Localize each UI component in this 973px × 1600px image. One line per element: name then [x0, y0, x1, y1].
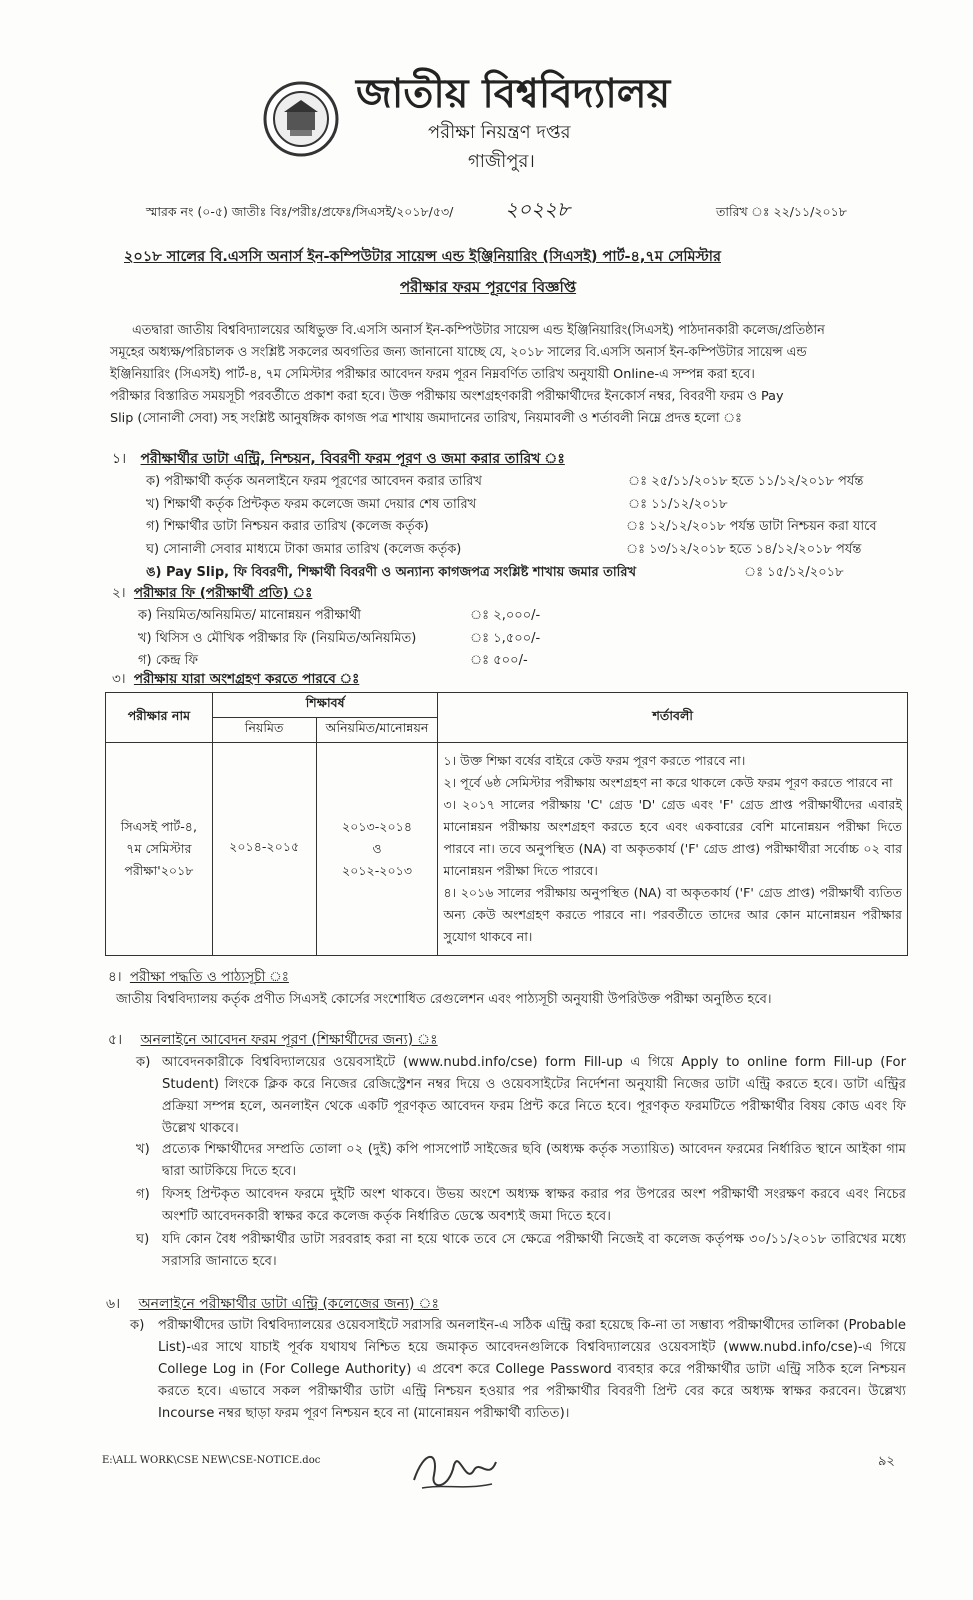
header-regular: নিয়মিত	[212, 718, 316, 743]
condition-item: ৪। ২০১৬ সালের পরীক্ষায় অনুপস্থিত (NA) বা অকৃতকার্য ('F' গ্রেড প্রাপ্ত) পরীক্ষার্থী ব্যতিত অন্য কেউ অংশগ্রহণ করতে পারবে না। পরবর্তীতে তাদের আর কোন মানোন্নয়ন পরীক্ষার সুযোগ থাকবে না।	[443, 885, 902, 944]
item-mark: ক)	[136, 1055, 151, 1070]
eligibility-table	[105, 692, 908, 956]
office-city: গাজীপুর।	[468, 151, 535, 172]
item-value: ঃ ৫০০/-	[470, 653, 528, 668]
section-6-heading	[106, 1292, 439, 1316]
list-item	[146, 472, 482, 493]
list-item: খ) শিক্ষার্থী কর্তৃক প্রিন্টকৃত ফরম কলেজে জমা দেয়ার শেষ তারিখ	[146, 497, 477, 512]
notice-title-line2: পরীক্ষার ফরম পূরণের বিজ্ঞপ্তি	[400, 278, 577, 296]
signature	[404, 1440, 504, 1500]
intro-paragraph	[110, 320, 910, 430]
date-label: তারিখ ঃ ২২/১১/২০১৮	[716, 204, 847, 219]
cell-exam-name	[106, 743, 213, 956]
section-3-heading	[112, 668, 359, 691]
section-5-heading	[108, 1028, 438, 1052]
file-path: E:\ALL WORK\CSE NEW\CSE-NOTICE.doc	[102, 1455, 321, 1466]
item-mark: গ)	[136, 1187, 150, 1202]
item-value: ঃ ১১/১২/২০১৮	[628, 497, 728, 512]
office-name: পরীক্ষা নিয়ন্ত্রণ দপ্তর	[428, 122, 571, 143]
list-item	[136, 1052, 906, 1140]
header-exam-name: পরীক্ষার নাম	[106, 693, 213, 743]
section-title: অনলাইনে পরীক্ষার্থীর ডাটা এন্ট্রি (কলেজের জন্য) ঃ	[138, 1296, 439, 1312]
section-title: পরীক্ষার ফি (পরীক্ষার্থী প্রতি) ঃ	[133, 585, 313, 601]
header-conditions: শর্তাবলী	[438, 693, 908, 743]
section-1-heading	[112, 447, 565, 471]
item-value: ঃ ২,০০০/-	[470, 608, 541, 623]
section-title: অনলাইনে আবেদন ফরম পূরণ (শিক্ষার্থীদের জন্য) ঃ	[140, 1032, 438, 1048]
item-text: প্রত্যেক শিক্ষার্থীদের সম্প্রতি তোলা ০২ (দুই) কপি পাসপোর্ট সাইজের ছবি (অধ্যক্ষ কর্তৃক সত্যায়িত) আবেদন ফরমের নির্ধারিত স্থানে আইকা গাম দ্বারা আটকিয়ে দিতে হবে।	[162, 1142, 906, 1179]
exam-line: ৭ম সেমিস্টার	[126, 841, 192, 856]
item-value: ঃ ১,৫০০/-	[470, 631, 541, 646]
section-number: ১।	[112, 451, 127, 467]
memo-number: ২০২২৮	[505, 197, 570, 221]
table-row	[106, 743, 908, 956]
section-number: ৫।	[108, 1032, 123, 1048]
item-mark: ঘ)	[136, 1232, 150, 1247]
list-item: ঘ) সোনালী সেবার মাধ্যমে টাকা জমার তারিখ (কলেজ কর্তৃক)	[146, 542, 462, 557]
section-number: ৬।	[106, 1296, 121, 1312]
notice-title-line1: ২০১৮ সালের বি.এসসি অনার্স ইন-কম্পিউটার সায়েন্স এন্ড ইঞ্জিনিয়ারিং (সিএসই) পার্ট-৪,৭ম সেমিস্টার	[124, 249, 721, 265]
table-header-row	[106, 693, 908, 718]
header-irregular: অনিয়মিত/মানোন্নয়ন	[316, 718, 438, 743]
section-title: পরীক্ষার্থীর ডাটা এন্ট্রি, নিশ্চয়ন, বিবরণী ফরম পূরণ ও জমা করার তারিখ ঃ	[140, 451, 565, 467]
intro-line: ইঞ্জিনিয়ারিং (সিএসই) পার্ট-৪, ৭ম সেমিস্টার পরীক্ষার আবেদন ফরম পূরন নিম্নবর্ণিত তারিখ অনুযায়ী Online-এ সম্পন্ন করা হবে।	[110, 367, 755, 382]
list-item: ক) নিয়মিত/অনিয়মিত/ মানোন্নয়ন পরীক্ষার্থী	[138, 608, 361, 623]
section-4-heading	[108, 966, 289, 989]
exam-line: সিএসই পার্ট-৪,	[120, 819, 197, 834]
condition-item: ২। পূর্বে ৬ষ্ঠ সেমিস্টার পরীক্ষায় অংশগ্রহণ না করে থাকলে কেউ ফরম পূরণ করতে পারবে না	[443, 775, 893, 790]
condition-item: ১। উক্ত শিক্ষা বর্ষের বাইরে কেউ ফরম পূরণ করতে পারবে না।	[443, 753, 746, 768]
item-mark: খ)	[136, 1142, 150, 1157]
item-value: ঃ ১৫/১২/২০১৮	[744, 565, 844, 580]
list-item: গ) শিক্ষার্থীর ডাটা নিশ্চয়ন করার তারিখ (কলেজ কর্তৃক)	[146, 519, 429, 534]
list-item	[136, 1184, 906, 1228]
condition-item: ৩। ২০১৭ সালের পরীক্ষায় 'C' গ্রেড 'D' গ্রেড এবং 'F' গ্রেড প্রাপ্ত পরীক্ষার্থীদের এবারই মানোন্নয়ন পরীক্ষায় অংশগ্রহণ করতে হবে এবং একবারের বেশি মানোন্নয়ন পরীক্ষা দিতে পারবে না। তবে অনুপস্থিত (NA) বা অকৃতকার্য ('F' গ্রেড প্রাপ্ত) পরীক্ষার্থীরা সর্বোচ্চ ০২ বার মানোন্নয়ন পরীক্ষা দিতে পারবে।	[443, 797, 902, 878]
exam-line: পরীক্ষা'২০১৮	[124, 863, 194, 878]
item-value: ঃ ২৫/১১/২০১৮ হতে ১১/১২/২০১৮ পর্যন্ত	[628, 474, 864, 489]
session-value: ২০১২-২০১৩	[342, 863, 413, 878]
section-4-body: জাতীয় বিশ্ববিদ্যালয় কর্তৃক প্রণীত সিএসই কোর্সের সংশোধিত রেগুলেশন এবং পাঠ্যসূচী অনুযায়ী উপরিউক্ত পরীক্ষা অনুষ্ঠিত হবে।	[116, 992, 772, 1007]
item-text: যদি কোন বৈধ পরীক্ষার্থীর ডাটা সরবরাহ করা না হয়ে থাকে তবে সে ক্ষেত্রে পরীক্ষার্থী নিজেই বা কলেজ কর্তৃপক্ষ ৩০/১১/২০১৮ তারিখের মধ্যে সরাসরি জানাতে হবে।	[162, 1232, 906, 1269]
university-name: জাতীয় বিশ্ববিদ্যালয়	[356, 70, 671, 117]
cell-regular-session: ২০১৪-২০১৫	[212, 743, 316, 956]
intro-line: সমূহের অধ্যক্ষ/পরিচালক ও সংশ্লিষ্ট সকলের অবগতির জন্য জানানো যাচ্ছে যে, ২০১৮ সালের বি.এসসি অনার্স ইন-কম্পিউটার সায়েন্স এন্ড	[110, 345, 807, 360]
university-logo	[262, 80, 340, 158]
session-value: ২০১৩-২০১৪	[342, 819, 413, 834]
list-item: খ) থিসিস ও মৌখিক পরীক্ষার ফি (নিয়মিত/অনিয়মিত)	[138, 631, 417, 646]
list-item	[136, 1229, 906, 1273]
section-number: ৪।	[108, 969, 122, 985]
session-and: ও	[372, 841, 382, 856]
item-text: পরীক্ষার্থীদের ডাটা বিশ্ববিদ্যালয়ের ওয়েবসাইটে সরাসরি অনলাইন-এ সঠিক এন্ট্রি করা হয়েছে কি-না তা সম্ভাব্য পরীক্ষার্থীদের তালিকা (Probable List)-এর সাথে যাচাই পূর্বক যথাযথ নিশ্চিত হয়ে জমাকৃত আবেদনগুলিকে বিশ্ববিদ্যালয়ের ওয়েবসাইট (www.nubd.info/cse)-এ গিয়ে College Log in (For College Authority) এ প্রবেশ করে College Password ব্যবহার করে পরীক্ষার্থীর ডাটা এন্ট্রি সঠিক হলে নিশ্চয়ন করতে হবে। এভাবে সকল পরীক্ষার্থীর ডাটা এন্ট্রি নিশ্চয়ন হওয়ার পর পরীক্ষার্থীর বিবরণী প্রিন্ট বের করে অধ্যক্ষ স্বাক্ষর করবেন। উল্লেখ্য Incourse নম্বর ছাড়া ফরম পূরণ নিশ্চয়ন হবে না (মানোন্নয়ন পরীক্ষার্থী ব্যতিত)।	[158, 1318, 906, 1421]
section-2-heading	[112, 582, 312, 605]
section-title: পরীক্ষা পদ্ধতি ও পাঠ্যসূচী ঃ	[129, 969, 289, 985]
intro-line: Slip (সোনালী সেবা) সহ সংশ্লিষ্ট আনুষঙ্গিক কাগজ পত্র শাখায় জমাদানের তারিখ, নিয়মাবলী ও শর্তাবলী নিম্নে প্রদত্ত হলো ঃ	[110, 411, 742, 426]
item-text: আবেদনকারীকে বিশ্ববিদ্যালয়ের ওয়েবসাইটে (www.nubd.info/cse) form Fill-up এ গিয়ে Apply to online form Fill-up (For Student) লিংকে ক্লিক করে নিজের রেজিস্ট্রেশন নম্বর দিয়ে ও ওয়েবসাইটের নির্দেশনা অনুযায়ী নিজের ডাটা এন্ট্রি করতে হবে। ডাটা এন্ট্রির প্রক্রিয়া সম্পন্ন হলে, অনলাইন থেকে একটি পূরণকৃত আবেদন ফরম প্রিন্ট করে নিতে হবে। পূরণকৃত ফরমটিতে পরীক্ষার্থীর বিষয় কোড এবং ফি উল্লেখ থাকবে।	[162, 1055, 906, 1136]
header-session: শিক্ষাবর্ষ	[212, 693, 438, 718]
intro-line: পরীক্ষার বিস্তারিত সময়সূচী পরবর্তীতে প্রকাশ করা হবে। উক্ত পরীক্ষায় অংশগ্রহণকারী পরীক্ষার্থীদের ইনকোর্স নম্বর, বিবরণী ফরম ও Pay	[110, 389, 784, 404]
section-number: ২।	[112, 585, 126, 601]
cell-irregular-session	[316, 743, 438, 956]
memo-label: স্মারক নং (০-৫) জাতীঃ বিঃ/পরীঃ/প্রফেঃ/সিএসই/২০১৮/৫৩/	[146, 204, 454, 219]
section-number: ৩।	[112, 671, 126, 687]
item-label: ক) পরীক্ষার্থী কর্তৃক অনলাইনে ফরম পূরণের আবেদন করার তারিখ	[146, 474, 482, 489]
item-text: ফিসহ প্রিন্টকৃত আবেদন ফরমে দুইটি অংশ থাকবে। উভয় অংশে অধ্যক্ষ স্বাক্ষর করার পর উপরের অংশ পরীক্ষার্থী সংরক্ষণ করবে এবং নিচের অংশটি আবেদনকারী স্বাক্ষর করে কলেজ কর্তৃক নির্ধারিত ডেস্কে অবশ্যই জমা দিতে হবে।	[162, 1187, 906, 1224]
list-item	[130, 1315, 906, 1425]
item-value: ঃ ১২/১২/২০১৮ পর্যন্ত ডাটা নিশ্চয়ন করা যাবে	[626, 519, 877, 534]
cell-conditions	[438, 743, 908, 956]
section-title: পরীক্ষায় যারা অংশগ্রহণ করতে পারবে ঃ	[133, 671, 360, 687]
page-number: ৯২	[878, 1454, 895, 1469]
intro-line: এতদ্বারা জাতীয় বিশ্ববিদ্যালয়ের অধিভুক্ত বি.এসসি অনার্স ইন-কম্পিউটার সায়েন্স এন্ড ইঞ্জিনিয়ারিং(সিএসই) পাঠদানকারী কলেজ/প্রতিষ্ঠান	[132, 323, 825, 338]
list-item	[136, 1139, 906, 1183]
list-item: গ) কেন্দ্র ফি	[138, 653, 198, 668]
item-value: ঃ ১৩/১২/২০১৮ হতে ১৪/১২/২০১৮ পর্যন্ত	[626, 542, 862, 557]
item-mark: ক)	[130, 1318, 145, 1333]
list-item: ঙ) Pay Slip, ফি বিবরণী, শিক্ষার্থী বিবরণী ও অন্যান্য কাগজপত্র সংশ্লিষ্ট শাখায় জমার তারিখ	[146, 565, 637, 580]
